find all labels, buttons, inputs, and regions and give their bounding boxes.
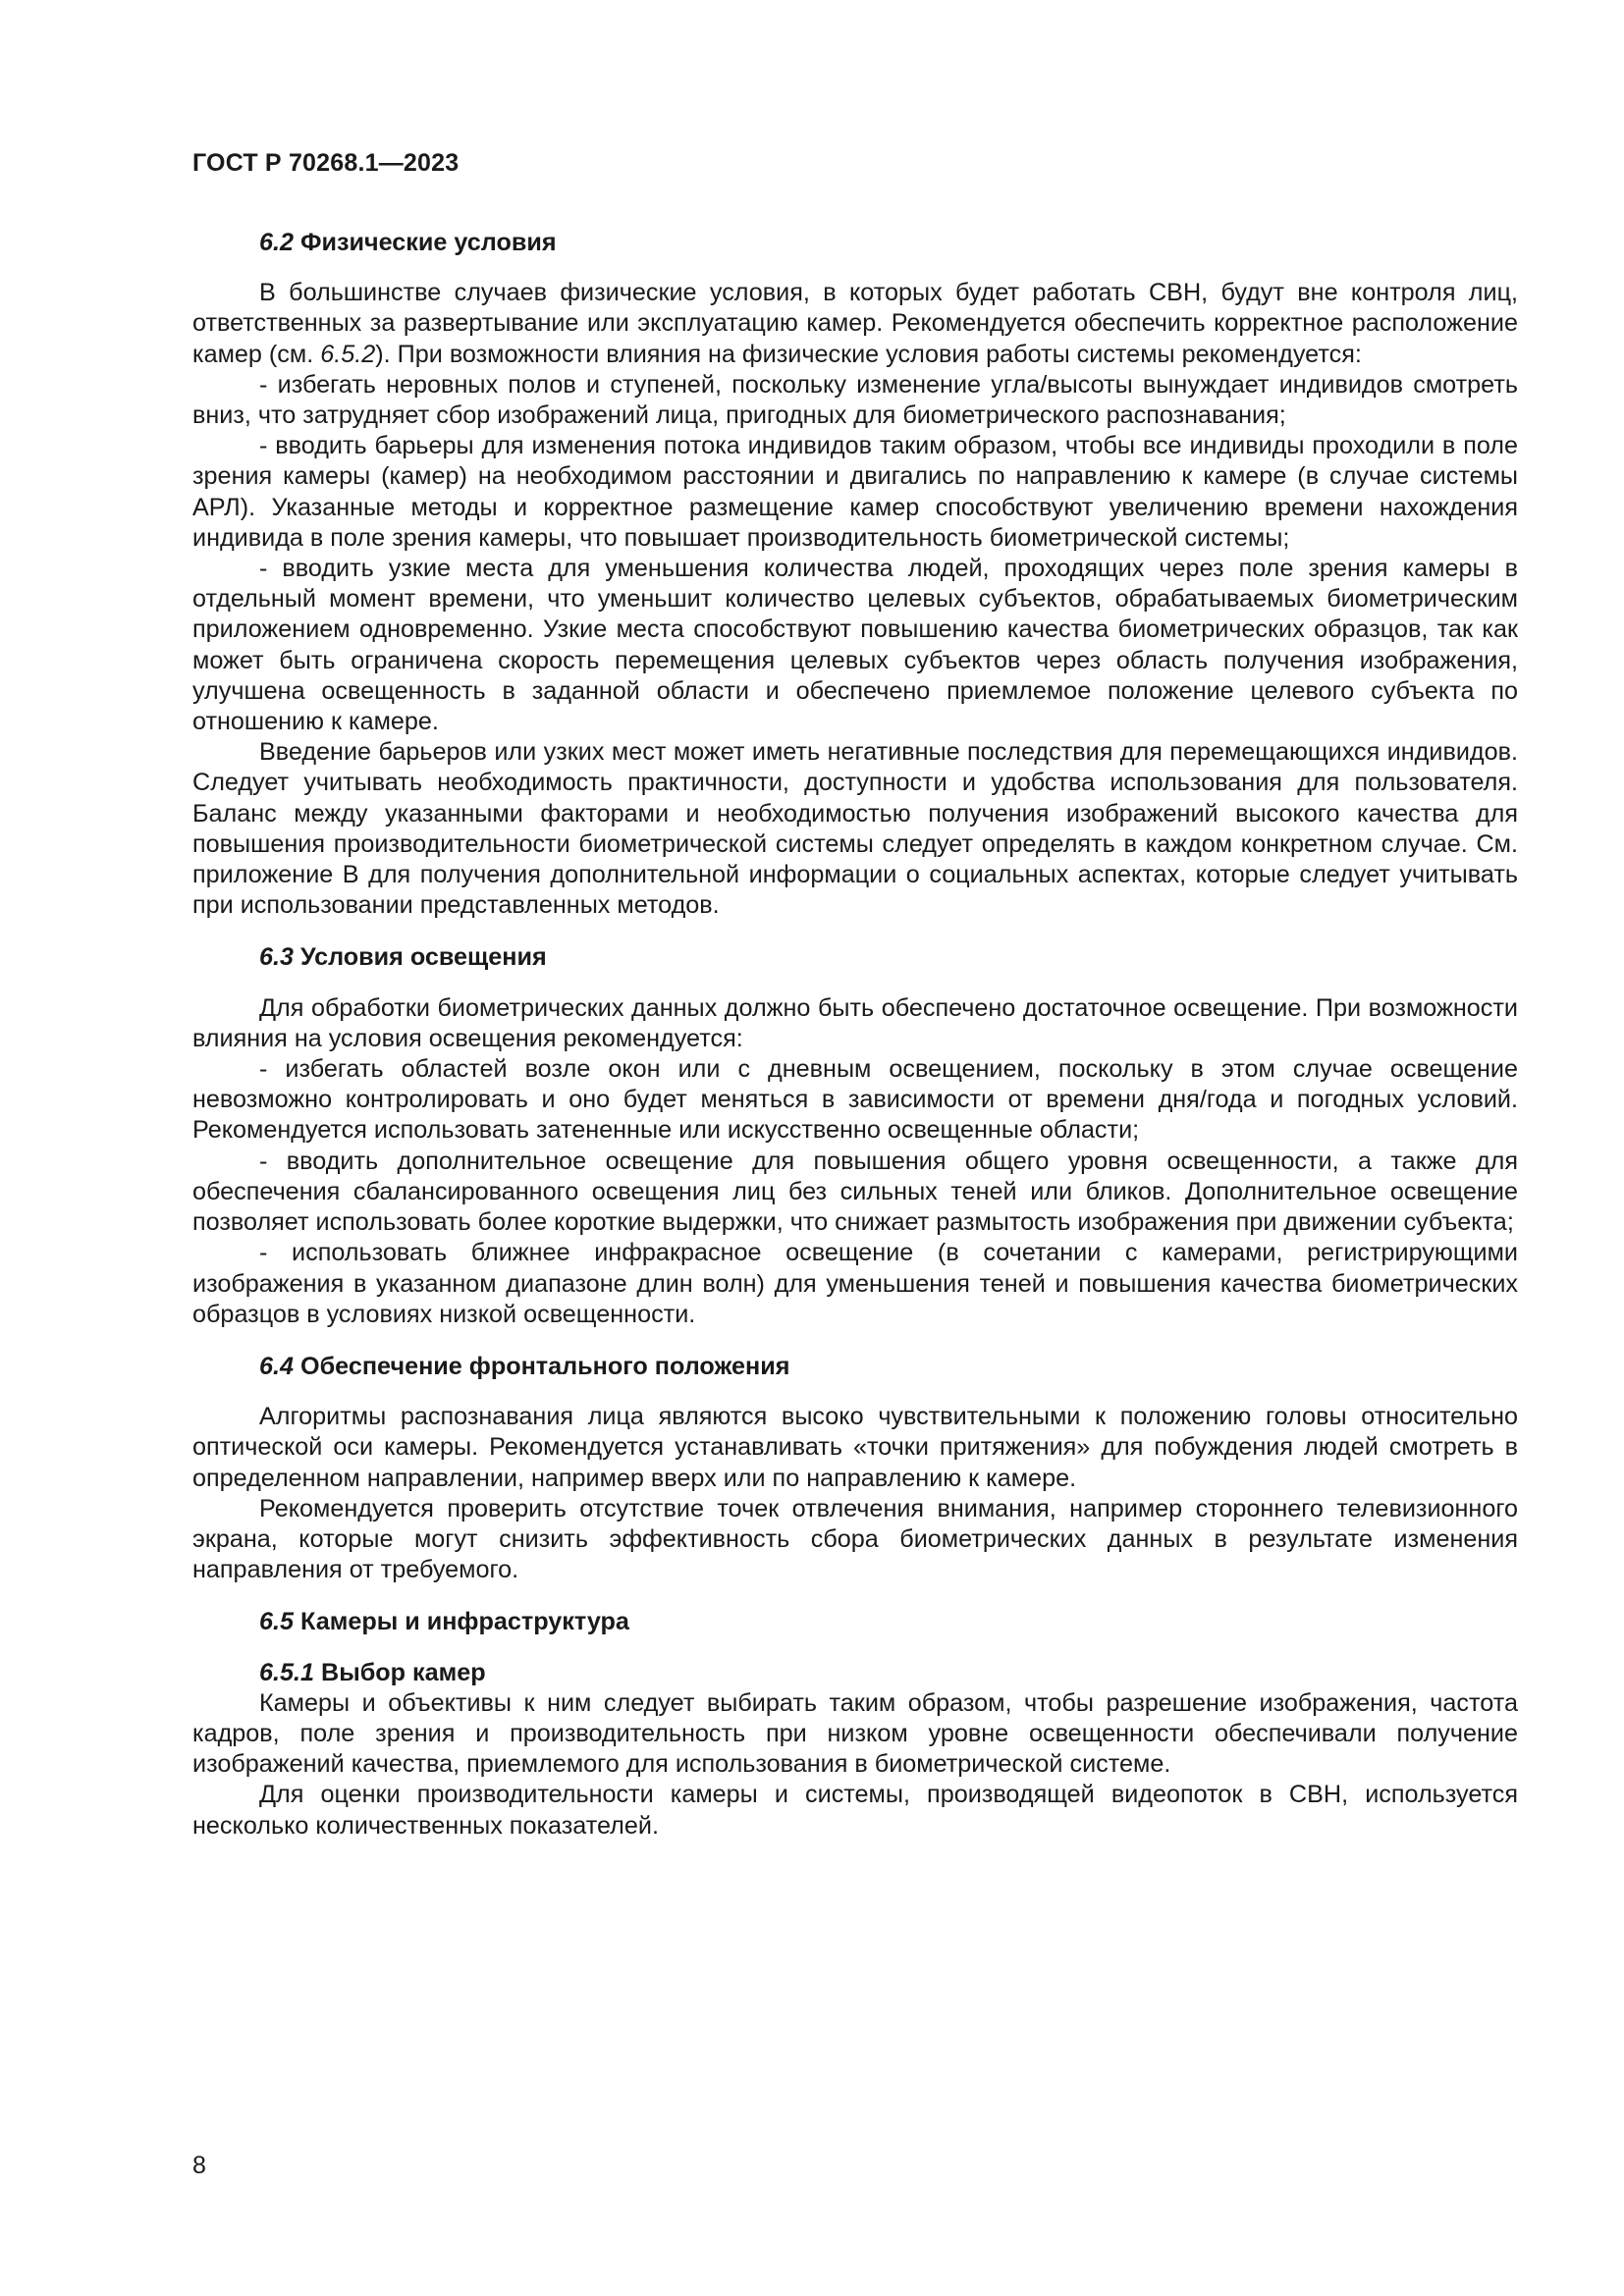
document-body xyxy=(192,228,1518,1842)
section-number: 6.2 xyxy=(259,229,295,256)
list-item: - вводить узкие места для уменьшения количества людей, проходящих через поле зрения камеры в отдельный момент времени, что уменьшит количество целевых субъектов, обрабатываемых биометрическим приложением одновременно. Узкие места способствуют повышению качества биометрических образцов, так как может быть ограничена скорость перемещения целевых субъектов через область получения изображения, улучшена освещенность в заданной области и обеспечено приемлемое положение целевого субъекта по отношению к камере. xyxy=(192,555,1518,736)
paragraph: Введение барьеров или узких мест может иметь негативные последствия для перемещающихся индивидов. Следует учитывать необходимость практичности, доступности и удобства использования для пользователя. Баланс между указанными факторами и необходимостью получения изображений высокого качества для повышения производительности биометрической системы следует определять в каждом конкретном случае. См. приложение В для получения дополнительной информации о социальных аспектах, которые следует учитывать при использовании представленных методов. xyxy=(192,738,1518,920)
subsection-title: Выбор камер xyxy=(321,1658,486,1686)
paragraph-text: В большинстве случаев физические условия, в которых будет работать СВН, будут вне контроля лиц, ответственных за развертывание или эксплуатацию камер. Рекомендуется обеспечить корректное расположение камер (см. xyxy=(192,279,1518,368)
section-title: Камеры и инфраструктура xyxy=(300,1608,629,1636)
paragraph: Алгоритмы распознавания лица являются высоко чувствительными к положению головы относительно оптической оси камеры. Рекомендуется устанавливать «точки притяжения» для побуждения людей смотреть в определенном направлении, например вверх или по направлению к камере. xyxy=(192,1403,1518,1492)
section-heading-6-3 xyxy=(192,942,1518,973)
section-heading-6-2 xyxy=(192,228,1518,258)
paragraph xyxy=(192,278,1518,370)
paragraph: Камеры и объективы к ним следует выбирать таким образом, чтобы разрешение изображения, частота кадров, поле зрения и производительность при низком уровне освещенности обеспечивали получение изображений качества, приемлемого для использования в биометрической системе. xyxy=(192,1688,1518,1779)
document-header: ГОСТ Р 70268.1—2023 xyxy=(192,149,460,177)
section-heading-6-4 xyxy=(192,1352,1518,1382)
list-item: - использовать ближнее инфракрасное освещение (в сочетании с камерами, регистрирующими изображения в указанном диапазоне длин волн) для уменьшения теней и повышения качества биометрических образцов в условиях низкой освещенности. xyxy=(192,1239,1518,1328)
section-number: 6.5 xyxy=(259,1608,295,1636)
section-number: 6.4 xyxy=(259,1352,295,1380)
paragraph: Для обработки биометрических данных должно быть обеспечено достаточное освещение. При возможности влияния на условия освещения рекомендуется: xyxy=(192,993,1518,1052)
subsection-number: 6.5.1 xyxy=(259,1658,315,1686)
subsection-heading-6-5-1 xyxy=(192,1658,1518,1688)
section-number: 6.3 xyxy=(259,943,295,972)
list-item: - вводить дополнительное освещение для повышения общего уровня освещенности, а также для обеспечения сбалансированного освещения лиц без сильных теней или бликов. Дополнительное освещение позволяет использовать более короткие выдержки, что снижает размытость изображения при движении субъекта; xyxy=(192,1147,1518,1237)
list-item: - избегать областей возле окон или с дневным освещением, поскольку в этом случае освещение невозможно контролировать и оно будет меняться в зависимости от времени дня/года и погодных условий. Рекомендуется использовать затененные или искусственно освещенные области; xyxy=(192,1055,1518,1145)
section-title: Физические условия xyxy=(300,229,557,256)
paragraph-text: ). При возможности влияния на физические условия работы системы рекомендуется: xyxy=(375,340,1362,368)
cross-reference: 6.5.2 xyxy=(320,340,376,368)
section-title: Обеспечение фронтального положения xyxy=(300,1352,790,1380)
paragraph: Рекомендуется проверить отсутствие точек отвлечения внимания, например стороннего телевизионного экрана, которые могут снизить эффективность сбора биометрических данных в результате изменения направления от требуемого. xyxy=(192,1494,1518,1584)
list-item: - избегать неровных полов и ступеней, поскольку изменение угла/высоты вынуждает индивидов смотреть вниз, что затрудняет сбор изображений лица, пригодных для биометрического распознавания; xyxy=(192,370,1518,430)
section-heading-6-5 xyxy=(192,1607,1518,1637)
document-page xyxy=(192,0,1518,2296)
list-item: - вводить барьеры для изменения потока индивидов таким образом, чтобы все индивиды проходили в поле зрения камеры (камер) на необходимом расстоянии и двигались по направлению к камере (в случае системы АРЛ). Указанные методы и корректное размещение камер способствуют увеличению времени нахождения индивида в поле зрения камеры, что повышает производительность биометрической системы; xyxy=(192,432,1518,552)
page-number: 8 xyxy=(192,2152,206,2179)
section-title: Условия освещения xyxy=(300,943,547,972)
paragraph: Для оценки производительности камеры и системы, производящей видеопоток в СВН, используется несколько количественных показателей. xyxy=(192,1781,1518,1840)
